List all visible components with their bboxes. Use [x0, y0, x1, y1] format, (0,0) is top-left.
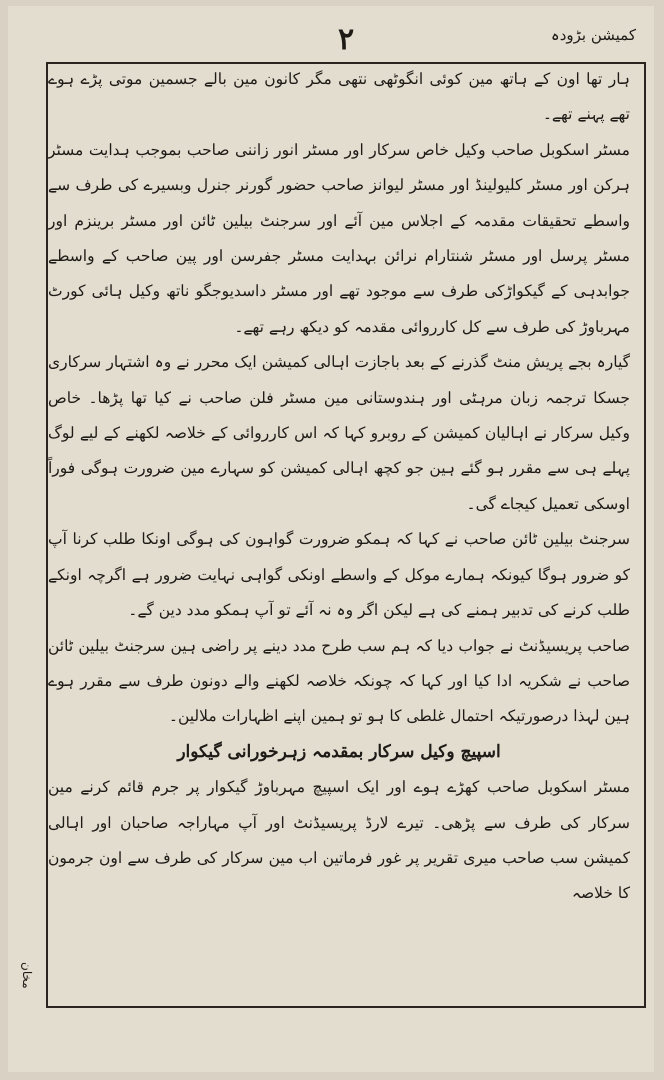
margin-note: مخان [20, 962, 34, 989]
paragraph-1: ہار تھا اون کے ہاتھ مین کوئی انگوٹھی نتھی مگر کانون مین بالے جسمین موتی پڑے ہوے تھے پہنے تھے۔ [48, 70, 630, 124]
paragraph-4: سرجنٹ بیلین ٹائن صاحب نے کہا کہ ہمکو ضرورت گواہون کی ہوگی اونکا طلب کرنا آپ کو ضرور ہوگا کیونکہ ہمارے موکل کے واسطے اونکی گواہی نہایت ضرور ہے اگرچہ اونکے طلب کرنے کی تدبیر ہمنے کی ہے لیکن اگر وہ نہ آئے تو آپ ہمکو مدد دین گے۔ [48, 530, 630, 620]
paragraph-6: مسٹر اسکوبل صاحب کھڑے ہوے اور ایک اسپیچ مہرباوڑ گیکوار پر جرم قائم کرنے مین سرکار کی طرف سے پڑھی۔ تیرے لارڈ پریسیڈنٹ اور آپ مہاراجہ صاحبان اور اہالی کمیشن سب صاحب میری تقریر پر غور فرماتین اب مین سرکار کی طرف سے اون جرمون کا خلاصہ [48, 778, 630, 903]
paragraph-2: مسٹر اسکوبل صاحب وکیل خاص سرکار اور مسٹر انور زاننی صاحب بموجب ہدایت مسٹر ہرکن اور مسٹر کلیولینڈ اور مسٹر لیوانز صاحب حضور گورنر جنرل وبسیرے کی طرف سے واسطے تحقیقات مقدمہ کے اجلاس مین آئے اور سرجنٹ بیلین ٹائن اور مسٹر برینزم اور مسٹر پرسل اور مسٹر شنتارام نرائن بہدایت مسٹر جفرسن اور پین صاحب کے واسطے جوابدہی کے گیکواڑکی طرف سے موجود تھے اور مسٹر داسدیوجگو ناتھ وکیل ہائی کورٹ مہرباوڑ کی طرف سے کل کارروائی مقدمہ کو دیکھ رہے تھے۔ [48, 140, 630, 336]
page-header [8, 20, 654, 60]
running-title: کمیشن بڑودہ [550, 26, 636, 44]
body-text [48, 62, 630, 912]
section-heading: اسپیچ وکیل سرکار بمقدمہ زہرخورانی گیکوار [177, 741, 501, 762]
page-number: ۲ [337, 22, 355, 57]
paragraph-3: گیارہ بجے پریش منٹ گذرنے کے بعد باجازت اہالی کمیشن ایک محرر نے وہ اشتہار سرکاری جسکا ترجمہ زبان مرہٹی اور ہندوستانی مین مسٹر فلن صاحب نے کیا تھا پڑھا۔ خاص وکیل سرکار نے اہالیان کمیشن کے روبرو کہا کہ اس کارروائی کے خلاصہ لکھنے کے لیے لوگ پہلے ہی سے مقرر ہو گئے ہین جو کچھ اہالی کمیشن کو سہارے مین ضرورت ہوگی فوراً اوسکی تعمیل کیجاے گی۔ [48, 353, 630, 513]
paragraph-5: صاحب پریسیڈنٹ نے جواب دیا کہ ہم سب طرح مدد دینے پر راضی ہین سرجنٹ بیلین ٹائن صاحب نے شکریہ ادا کیا اور کہا کہ چونکہ خلاصہ لکھنے والے دونون طرف سے مقرر ہوے ہین لہذا درصورتیکہ احتمال غلطی کا ہو تو ہمین اپنے اظہارات ملالین۔ [48, 636, 630, 726]
